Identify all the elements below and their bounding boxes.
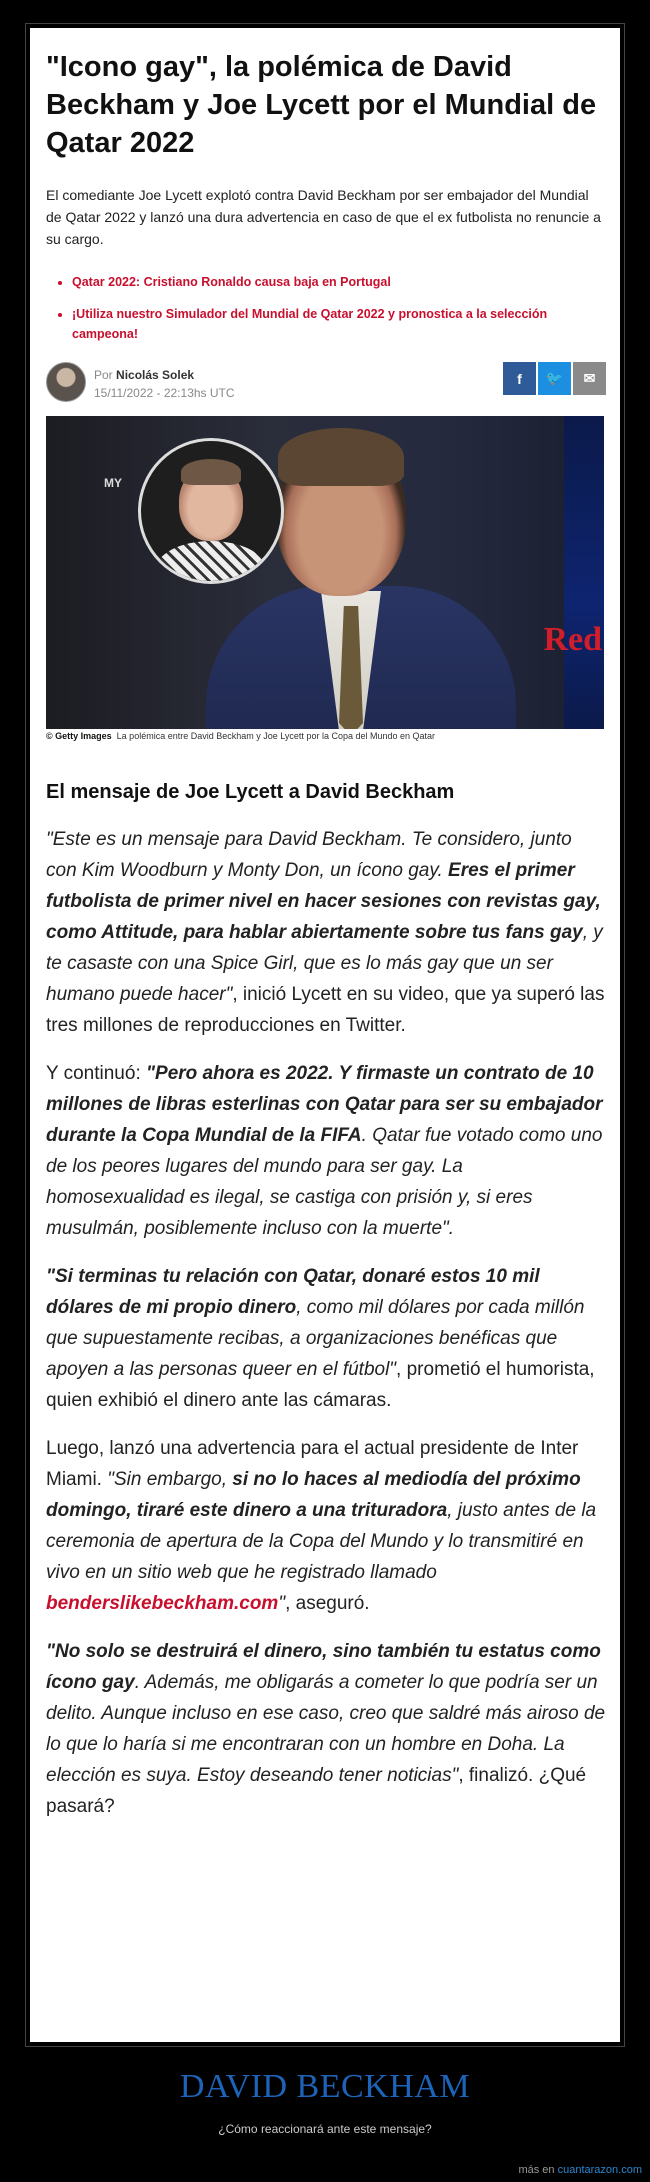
p4-bold-quote: si no lo haces al mediodía del próximo domingo, tiraré este dinero a una trituradora: [46, 1469, 581, 1521]
p4-quote-start: "Sin embargo,: [107, 1469, 233, 1490]
caption-text: La polémica entre David Beckham y Joe Lycett por la Copa del Mundo en Qatar: [116, 731, 436, 741]
photo-inset-text: MY: [104, 476, 122, 490]
paragraph-5: [46, 1636, 606, 1822]
p1-bold-quote: Eres el primer futbolista de primer nivel en hacer sesiones con revistas gay, como Attitude, para hablar abiertamente sobre tus fans gay: [46, 860, 601, 943]
author-info: [94, 366, 235, 402]
source-site-link[interactable]: cuantarazon.com: [557, 2164, 642, 2176]
photo-hair: [278, 428, 404, 486]
article-body: [46, 824, 606, 1822]
source-prefix: más en: [518, 2164, 555, 2176]
related-link-simulador[interactable]: • ¡Utiliza nuestro Simulador del Mundial de Qatar 2022 y pronostica a la selección campeona!: [72, 304, 606, 344]
p5-bold-quote: "No solo se destruirá el dinero, sino también tu estatus como ícono gay: [46, 1641, 601, 1693]
paragraph-1: [46, 824, 606, 1041]
article-title: "Icono gay", la polémica de David Beckham y Joe Lycett por el Mundial de Qatar 2022: [46, 51, 597, 159]
p3-bold-quote: "Si terminas tu relación con Qatar, donaré estos 10 mil dólares de mi propio dinero: [46, 1266, 540, 1318]
photo-background-banner: [564, 416, 604, 729]
avatar: [46, 362, 86, 402]
photo-caption: [46, 731, 606, 741]
article-date: 15/11/2022 - 22:13hs UTC: [94, 386, 235, 400]
photo-background-text: Red: [543, 621, 602, 658]
author-prefix: Por: [94, 368, 113, 382]
p2-text: Y continuó:: [46, 1063, 147, 1084]
paragraph-2: [46, 1058, 606, 1244]
section-subtitle: El mensaje de Joe Lycett a David Beckham: [46, 781, 455, 803]
facebook-share-icon[interactable]: f: [503, 362, 536, 395]
p5-quote: . Además, me obligarás a cometer lo que podría ser un delito. Aunque incluso en ese caso, creo que saldré más airoso de lo que lo haría si me encontraran con un hombre en Doha. La elección es suya. Estoy deseando tener noticias": [46, 1672, 606, 1786]
share-buttons: [503, 362, 606, 395]
p5-text: , finalizó. ¿Qué pasará?: [46, 1765, 587, 1817]
p1-text: , inició Lycett en su video, que ya superó las tres millones de reproducciones en Twitter.: [46, 984, 605, 1036]
author-name[interactable]: Nicolás Solek: [116, 368, 195, 382]
inset-shirt: [155, 541, 267, 584]
article-photo: [46, 416, 604, 729]
p3-quote: , como mil dólares por cada millón que supuestamente recibas, a organizaciones benéficas que apoyen a las personas queer en el fútbol": [46, 1297, 585, 1380]
paragraph-4: [46, 1433, 606, 1619]
p2-bold-quote: "Pero ahora es 2022. Y firmaste un contrato de 10 millones de libras esterlinas con Qatar para ser su embajador durante la Copa Mundial de la FIFA: [46, 1063, 603, 1146]
benders-link[interactable]: benderslikebeckham.com: [46, 1593, 279, 1614]
post-frame: [30, 28, 620, 2042]
article-lead: El comediante Joe Lycett explotó contra David Beckham por ser embajador del Mundial de Qatar 2022 y lanzó una dura advertencia en caso de que el ex futbolista no renuncie a su cargo.: [46, 187, 601, 247]
p4-text-end: , aseguró.: [285, 1593, 370, 1614]
p3-text: , prometió el humorista, quien exhibió el dinero ante las cámaras.: [46, 1359, 595, 1411]
related-links: [46, 272, 606, 344]
mail-share-icon[interactable]: ✉: [573, 362, 606, 395]
related-link-ronaldo[interactable]: • Qatar 2022: Cristiano Ronaldo causa baja en Portugal: [72, 272, 606, 292]
p4-text: Luego, lanzó una advertencia para el actual presidente de Inter Miami.: [46, 1438, 579, 1490]
p2-quote-end: . Qatar fue votado como uno de los peores lugares del mundo para ser gay. La homosexualidad es ilegal, se castiga con prisión y, si eres musulmán, posiblemente incluso con la muerte".: [46, 1125, 603, 1239]
p1-quote-end: , y te casaste con una Spice Girl, que es lo más gay que un ser humano puede hacer": [46, 922, 603, 1005]
p4-quote-close: ": [278, 1593, 286, 1614]
inset-hair: [181, 459, 241, 485]
p4-quote: , justo antes de la ceremonia de apertura de la Copa del Mundo y lo transmitiré en vivo en un sitio web que he registrado llamado: [46, 1500, 597, 1583]
post-subtitle: ¿Cómo reaccionará ante este mensaje?: [218, 2122, 432, 2136]
twitter-share-icon[interactable]: 🐦: [538, 362, 571, 395]
p1-quote-start: "Este es un mensaje para David Beckham. Te considero, junto con Kim Woodburn y Monty Don, un ícono gay.: [46, 829, 572, 881]
photo-inset-portrait: [138, 438, 284, 584]
source-credit: [518, 2164, 642, 2176]
author-row: [46, 362, 606, 406]
paragraph-3: [46, 1261, 606, 1416]
post-title: DAVID BECKHAM: [179, 2068, 471, 2105]
caption-credit: © Getty Images: [46, 731, 112, 741]
